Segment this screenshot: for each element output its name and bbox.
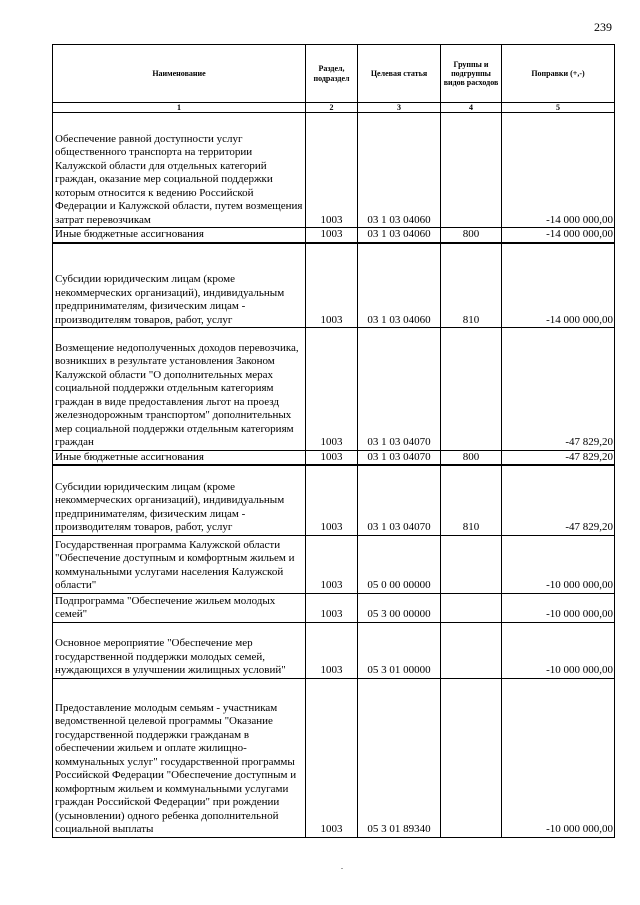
row-name-cell bbox=[53, 113, 306, 228]
row-amount: -47 829,20 bbox=[502, 450, 615, 465]
column-number: 1 bbox=[53, 103, 306, 113]
row-amount: -10 000 000,00 bbox=[502, 622, 615, 678]
row-name: Возмещение недополученных доходов перевозчика, возникших в результате установления Законом Калужской области "О дополнительных мерах социальной поддержки отдельным категориям граждан в виде предоставления льгот на проезд железнодорожным транспортом" дополнительных мер социальной поддержки отдельным категориям граждан bbox=[55, 341, 299, 448]
row-group: 810 bbox=[441, 465, 502, 535]
row-section: 1003 bbox=[306, 622, 358, 678]
column-number: 4 bbox=[441, 103, 502, 113]
row-name: Государственная программа Калужской области "Обеспечение доступным и комфортным жильем и коммунальными услугами населения Калужской области" bbox=[53, 535, 306, 593]
row-section: 1003 bbox=[306, 113, 358, 228]
row-target: 05 3 01 00000 bbox=[358, 622, 441, 678]
row-group: 800 bbox=[441, 228, 502, 243]
table-row bbox=[53, 328, 615, 451]
column-number: 5 bbox=[502, 103, 615, 113]
header-amount: Поправки (+,-) bbox=[502, 45, 615, 103]
footer-mark: . bbox=[341, 862, 343, 871]
table-row bbox=[53, 243, 615, 328]
table-row bbox=[53, 465, 615, 535]
table-row bbox=[53, 593, 615, 622]
row-name: Субсидии юридическим лицам (кроме некоммерческих организаций), индивидуальным предпринимателям, физическим лицам - производителям товаров, работ, услуг bbox=[53, 243, 306, 328]
row-amount: -47 829,20 bbox=[502, 328, 615, 451]
row-amount: -14 000 000,00 bbox=[502, 243, 615, 328]
row-target: 05 0 00 00000 bbox=[358, 535, 441, 593]
row-name: Иные бюджетные ассигнования bbox=[53, 228, 306, 243]
table-row bbox=[53, 450, 615, 465]
row-amount: -10 000 000,00 bbox=[502, 535, 615, 593]
row-group bbox=[441, 593, 502, 622]
row-section: 1003 bbox=[306, 228, 358, 243]
row-group: 800 bbox=[441, 450, 502, 465]
row-target: 05 3 01 89340 bbox=[358, 678, 441, 837]
header-row bbox=[53, 45, 615, 103]
header-target: Целевая статья bbox=[358, 45, 441, 103]
row-target: 03 1 03 04070 bbox=[358, 328, 441, 451]
row-target: 03 1 03 04070 bbox=[358, 465, 441, 535]
row-amount: -10 000 000,00 bbox=[502, 678, 615, 837]
row-name: Обеспечение равной доступности услуг общественного транспорта на территории Калужской области для отдельных категорий граждан, оказание мер социальной поддержки которым относится к ведению Российской Федерации и Калужской области, путем возмещения затрат перевозчикам bbox=[55, 132, 303, 226]
row-group bbox=[441, 535, 502, 593]
header-group: Группы и подгруппы видов расходов bbox=[441, 45, 502, 103]
row-group: 810 bbox=[441, 243, 502, 328]
row-name: Предоставление молодым семьям - участникам ведомственной целевой программы "Оказание государственной поддержки гражданам в обеспечении жильем и оплате жилищно-коммунальных услуг" государственной программы Российской Федерации "Обеспечение доступным и комфортным жильем и коммунальными услугами граждан Российской Федерации" при рождении (усыновлении) одного ребенка дополнительной социальной выплаты bbox=[53, 678, 306, 837]
row-group bbox=[441, 622, 502, 678]
table-row bbox=[53, 228, 615, 243]
row-amount: -14 000 000,00 bbox=[502, 228, 615, 243]
row-section: 1003 bbox=[306, 328, 358, 451]
table-row bbox=[53, 678, 615, 837]
row-section: 1003 bbox=[306, 243, 358, 328]
row-amount: -10 000 000,00 bbox=[502, 593, 615, 622]
row-name: Иные бюджетные ассигнования bbox=[53, 450, 306, 465]
row-target: 03 1 03 04060 bbox=[358, 113, 441, 228]
row-target: 03 1 03 04060 bbox=[358, 243, 441, 328]
page-number: 239 bbox=[594, 20, 612, 34]
row-section: 1003 bbox=[306, 593, 358, 622]
table-row bbox=[53, 535, 615, 593]
column-number-row bbox=[53, 103, 615, 113]
row-amount: -14 000 000,00 bbox=[502, 113, 615, 228]
row-target: 05 3 00 00000 bbox=[358, 593, 441, 622]
row-target: 03 1 03 04070 bbox=[358, 450, 441, 465]
row-section: 1003 bbox=[306, 678, 358, 837]
row-target: 03 1 03 04060 bbox=[358, 228, 441, 243]
row-section: 1003 bbox=[306, 450, 358, 465]
row-group bbox=[441, 113, 502, 228]
row-amount: -47 829,20 bbox=[502, 465, 615, 535]
table-row bbox=[53, 113, 615, 228]
row-name: Субсидии юридическим лицам (кроме некоммерческих организаций), индивидуальным предпринимателям, физическим лицам - производителям товаров, работ, услуг bbox=[53, 465, 306, 535]
budget-table bbox=[52, 44, 615, 838]
row-name: Подпрограмма "Обеспечение жильем молодых семей" bbox=[53, 593, 306, 622]
row-name-cell bbox=[53, 328, 306, 451]
header-section: Раздел, подраздел bbox=[306, 45, 358, 103]
row-section: 1003 bbox=[306, 535, 358, 593]
row-group bbox=[441, 328, 502, 451]
table-row bbox=[53, 622, 615, 678]
row-section: 1003 bbox=[306, 465, 358, 535]
column-number: 2 bbox=[306, 103, 358, 113]
row-group bbox=[441, 678, 502, 837]
column-number: 3 bbox=[358, 103, 441, 113]
row-name: Основное мероприятие "Обеспечение мер государственной поддержки молодых семей, нуждающихся в улучшении жилищных условий" bbox=[53, 622, 306, 678]
header-name: Наименование bbox=[53, 45, 306, 103]
